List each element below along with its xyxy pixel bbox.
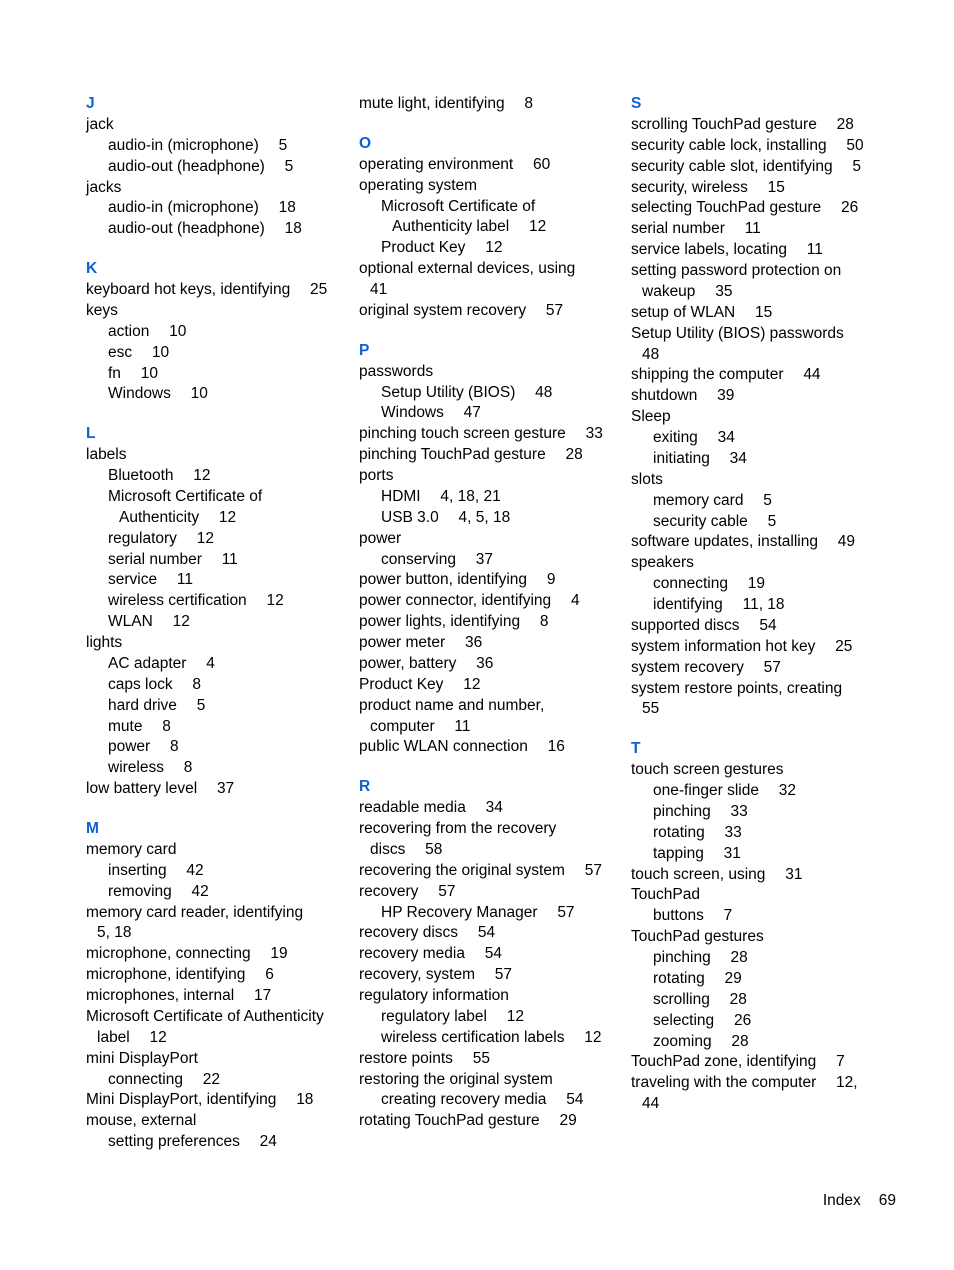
index-entry: serial number 11: [631, 220, 761, 238]
index-letter-heading: S: [631, 95, 642, 112]
index-entry-continuation: wakeup 35: [642, 282, 733, 300]
index-entry: original system recovery 57: [359, 301, 564, 319]
index-subentry-continuation: Authenticity label 12: [392, 218, 547, 236]
index-subentry: wireless certification 12: [108, 592, 284, 610]
index-letter-heading: K: [86, 260, 98, 278]
index-subentry: fn 10: [108, 364, 158, 382]
index-entry: setting password protection on: [631, 262, 842, 279]
index-entry: optional external devices, using: [359, 260, 576, 278]
index-subentry: rotating 33: [653, 823, 742, 841]
index-letter-heading: T: [631, 740, 641, 758]
index-subentry: pinching 33: [653, 802, 748, 820]
index-subentry: HP Recovery Manager 57: [381, 903, 575, 921]
index-subentry: caps lock 8: [108, 675, 202, 693]
index-entry: regulatory information: [359, 987, 509, 1004]
index-entry: mini DisplayPort: [86, 1049, 198, 1067]
index-entry: power, battery 36: [359, 654, 494, 672]
index-entry-continuation: label 12: [97, 1028, 167, 1046]
index-subentry: action 10: [108, 322, 187, 340]
index-subentry: creating recovery media 54: [381, 1091, 584, 1109]
index-entry: keys: [86, 301, 118, 319]
footer-label: Index: [822, 1192, 861, 1209]
index-entry: slots: [631, 470, 663, 488]
index-entry: Microsoft Certificate of Authenticity: [86, 1007, 324, 1025]
index-subentry: pinching 28: [653, 949, 748, 966]
index-entry: recovery 57: [359, 882, 456, 900]
index-entry: jacks: [86, 178, 122, 196]
index-subentry: inserting 42: [108, 861, 204, 879]
section-spacer: [359, 115, 621, 134]
index-entry: TouchPad gestures: [631, 928, 764, 946]
index-subentry: service 11: [108, 571, 193, 589]
index-subentry: serial number 11: [108, 550, 238, 568]
index-entry: setup of WLAN 15: [631, 303, 773, 321]
index-entry: ports: [359, 467, 394, 484]
index-subentry: Windows 47: [381, 404, 481, 422]
index-entry: touch screen, using 31: [631, 865, 803, 883]
index-entry: operating system: [359, 176, 478, 194]
index-subentry: audio-out (headphone) 18: [108, 220, 302, 238]
index-entry: TouchPad zone, identifying 7: [631, 1053, 845, 1071]
index-letter-heading: J: [86, 95, 95, 112]
index-subentry: conserving 37: [381, 550, 494, 568]
index-entry: recovery media 54: [359, 945, 503, 963]
index-subentry: audio-in (microphone) 5: [108, 136, 288, 154]
index-entry: microphones, internal 17: [86, 987, 272, 1004]
index-entry: shutdown 39: [631, 387, 735, 405]
index-entry: low battery level 37: [86, 780, 235, 798]
index-entry-continuation: computer 11: [370, 717, 471, 735]
index-column-3: [631, 94, 893, 1115]
index-entry: restore points 55: [359, 1049, 490, 1067]
index-entry: supported discs 54: [631, 616, 777, 634]
index-entry: microphone, connecting 19: [86, 945, 288, 963]
index-entry: product name and number,: [359, 696, 545, 714]
index-entry: security cable slot, identifying 5: [631, 157, 862, 175]
index-entry: recovery, system 57: [359, 966, 513, 984]
index-subentry: Windows 10: [108, 385, 208, 403]
index-entry: service labels, locating 11: [631, 241, 823, 259]
index-letter-heading: P: [359, 341, 370, 359]
index-subentry: regulatory label 12: [381, 1007, 525, 1025]
index-entry: passwords: [359, 362, 434, 380]
index-subentry: zooming 28: [653, 1032, 749, 1050]
index-entry: Product Key 12: [359, 675, 481, 693]
index-entry: mute light, identifying 8: [359, 95, 534, 112]
index-entry: traveling with the computer 12,: [631, 1074, 858, 1092]
index-subentry: exiting 34: [653, 429, 735, 446]
index-entry: power button, identifying 9: [359, 571, 556, 589]
index-subentry: Bluetooth 12: [108, 467, 211, 484]
index-entry: recovering the original system 57: [359, 861, 602, 879]
section-spacer: [359, 758, 621, 777]
index-letter-heading: M: [86, 820, 99, 837]
index-subentry: memory card 5: [653, 491, 772, 509]
index-entry: scrolling TouchPad gesture 28: [631, 115, 854, 133]
index-subentry: selecting 26: [653, 1011, 752, 1029]
index-entry-continuation: 41: [370, 281, 388, 298]
index-entry: mouse, external: [86, 1112, 197, 1130]
index-subentry: AC adapter 4: [108, 654, 215, 672]
index-subentry: Microsoft Certificate of: [381, 197, 536, 215]
index-subentry: Setup Utility (BIOS) 48: [381, 383, 553, 401]
index-entry: restoring the original system: [359, 1070, 553, 1088]
index-subentry: hard drive 5: [108, 696, 206, 714]
index-subentry: audio-out (headphone) 5: [108, 157, 294, 175]
index-subentry: connecting 19: [653, 575, 766, 593]
page-number: 69: [878, 1192, 896, 1209]
index-entry: Mini DisplayPort, identifying 18: [86, 1091, 314, 1109]
index-subentry: removing 42: [108, 882, 209, 900]
index-entry-continuation: 48: [642, 345, 660, 363]
section-spacer: [86, 240, 348, 259]
index-subentry: WLAN 12: [108, 613, 190, 631]
section-spacer: [86, 405, 348, 424]
index-entry: keyboard hot keys, identifying 25: [86, 281, 328, 298]
index-entry: Setup Utility (BIOS) passwords: [631, 324, 844, 342]
index-entry: pinching touch screen gesture 33: [359, 425, 603, 443]
index-subentry: regulatory 12: [108, 529, 214, 547]
index-entry: security, wireless 15: [631, 178, 785, 196]
index-entry: labels: [86, 446, 127, 464]
index-letter-heading: O: [359, 134, 372, 152]
index-subentry: USB 3.0 4, 5, 18: [381, 508, 511, 526]
index-subentry: HDMI 4, 18, 21: [381, 487, 501, 505]
index-letter-heading: R: [359, 778, 371, 796]
index-subentry: esc 10: [108, 343, 170, 361]
section-spacer: [631, 720, 893, 739]
index-entry-continuation: 55: [642, 700, 660, 718]
index-subentry: audio-in (microphone) 18: [108, 199, 296, 217]
index-entry: recovery discs 54: [359, 924, 496, 942]
index-entry-continuation: 44: [642, 1095, 660, 1113]
index-subentry: connecting 22: [108, 1070, 221, 1088]
index-entry: system recovery 57: [631, 658, 781, 676]
index-subentry: power 8: [108, 738, 179, 756]
index-entry: power: [359, 529, 402, 547]
index-entry: memory card: [86, 840, 177, 858]
index-entry-continuation: 5, 18: [97, 924, 132, 942]
index-entry: speakers: [631, 554, 694, 572]
index-entry: power connector, identifying 4: [359, 592, 580, 610]
index-entry: operating environment 60: [359, 155, 551, 173]
index-entry: recovering from the recovery: [359, 820, 557, 837]
section-spacer: [359, 322, 621, 341]
index-entry: software updates, installing 49: [631, 533, 856, 551]
index-subentry: Microsoft Certificate of: [108, 487, 263, 505]
index-entry: pinching TouchPad gesture 28: [359, 446, 583, 464]
index-entry: system information hot key 25: [631, 637, 853, 655]
index-subentry: initiating 34: [653, 449, 747, 467]
index-subentry: setting preferences 24: [108, 1133, 277, 1151]
index-subentry: Product Key 12: [381, 239, 503, 257]
index-entry: selecting TouchPad gesture 26: [631, 199, 859, 217]
section-spacer: [86, 800, 348, 819]
index-entry: rotating TouchPad gesture 29: [359, 1112, 577, 1130]
index-subentry: identifying 11, 18: [653, 596, 785, 613]
index-letter-heading: L: [86, 425, 96, 443]
index-entry: microphone, identifying 6: [86, 966, 274, 984]
index-subentry-continuation: Authenticity 12: [119, 508, 237, 526]
index-subentry: security cable 5: [653, 512, 777, 530]
index-entry: lights: [86, 634, 123, 651]
index-entry-continuation: discs 58: [370, 840, 443, 858]
index-entry: readable media 34: [359, 799, 503, 817]
index-entry: security cable lock, installing 50: [631, 136, 864, 154]
index-subentry: buttons 7: [653, 907, 733, 925]
index-subentry: tapping 31: [653, 844, 741, 862]
index-entry: touch screen gestures: [631, 761, 784, 779]
index-entry: power meter 36: [359, 634, 483, 651]
index-column-2: [359, 94, 621, 1132]
index-entry: power lights, identifying 8: [359, 613, 549, 631]
index-entry: system restore points, creating: [631, 679, 843, 697]
index-subentry: one-finger slide 32: [653, 782, 797, 799]
index-entry: memory card reader, identifying: [86, 903, 304, 921]
index-entry: jack: [86, 115, 114, 133]
index-entry: Sleep: [631, 408, 671, 426]
index-subentry: wireless certification labels 12: [381, 1028, 602, 1046]
index-subentry: mute 8: [108, 717, 171, 735]
index-column-1: [86, 94, 348, 1153]
index-subentry: scrolling 28: [653, 990, 747, 1008]
page-footer: [823, 1191, 896, 1211]
index-entry: shipping the computer 44: [631, 366, 821, 384]
index-entry: public WLAN connection 16: [359, 738, 565, 756]
index-subentry: rotating 29: [653, 969, 742, 987]
index-subentry: wireless 8: [108, 759, 193, 777]
index-entry: TouchPad: [631, 886, 700, 904]
